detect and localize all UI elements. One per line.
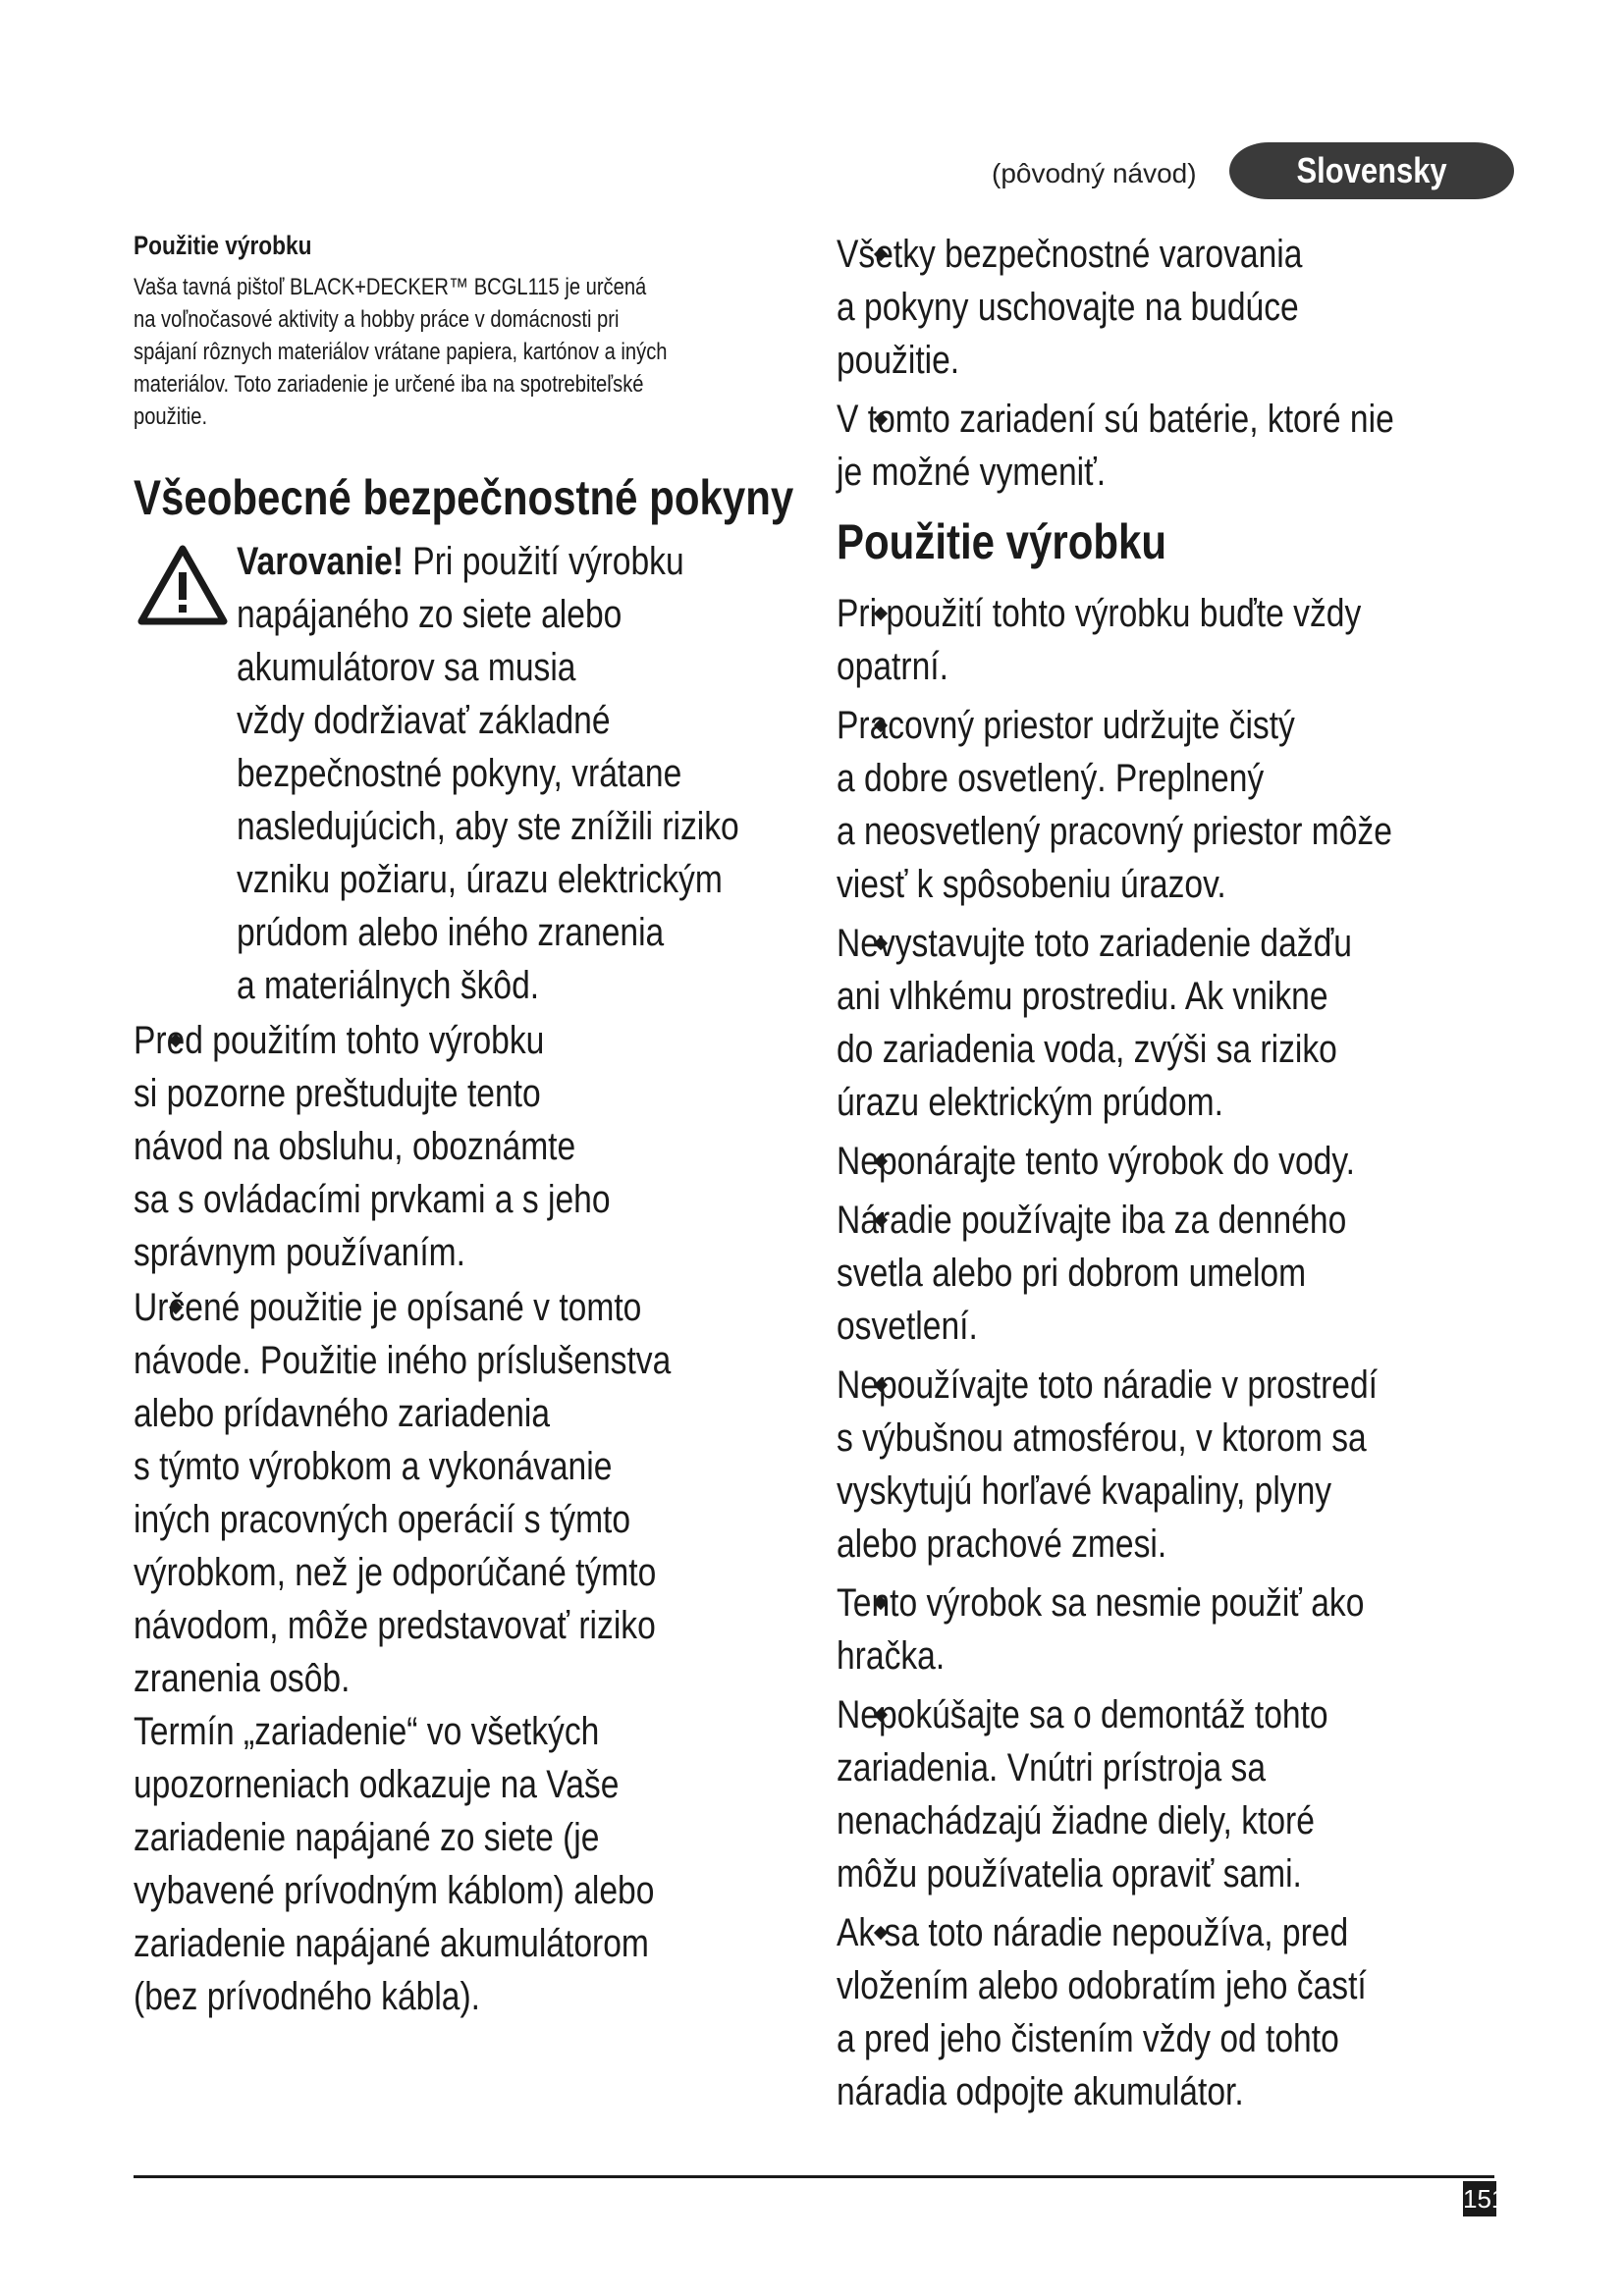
safety-title: Všeobecné bezpečnostné pokyny (134, 470, 794, 525)
intro-line: materiálov. Toto zariadenie je určené iba na spotrebiteľské (134, 371, 644, 398)
intro-line: spájaní rôznych materiálov vrátane papiera, kartónov a iných (134, 339, 668, 365)
list-item: Neponárajte tento výrobok do vody. (837, 1140, 1355, 1183)
intro-line: na voľnočasové aktivity a hobby práce v domácnosti pri (134, 306, 620, 333)
list-item: V tomto zariadení sú batérie, ktoré nie je možné vymeniť. (837, 398, 1394, 494)
list-item: Pred použitím tohto výrobku si pozorne preštudujte tento návod na obsluhu, oboznámte sa s ovládacími prvkami a s jeho správnym používaním. (134, 1019, 611, 1274)
right-column (837, 228, 1563, 2124)
warning-line: napájaného zo siete alebo (237, 593, 623, 636)
list-item: Náradie používajte iba za denného svetla alebo pri dobrom umelom osvetlení. (837, 1199, 1347, 1348)
list-item: Pri použití tohto výrobku buďte vždy opatrní. (837, 592, 1362, 688)
warning-line: vzniku požiaru, úrazu elektrickým (237, 858, 723, 901)
language-badge: Slovensky (1229, 142, 1514, 199)
warning-line: akumulátorov sa musia (237, 646, 576, 689)
list-item: Všetky bezpečnostné varovania a pokyny uschovajte na budúce použitie. (837, 233, 1303, 382)
usage-section-title: Použitie výrobku (837, 514, 1167, 569)
list-item: Nepoužívajte toto náradie v prostredí s výbušnou atmosférou, v ktorom sa vyskytujú horľavé kvapaliny, plyny alebo prachové zmesi. (837, 1363, 1378, 1566)
left-bullet-list (134, 1014, 821, 1705)
left-column (134, 228, 821, 2023)
intro-paragraph (134, 271, 821, 433)
right-bullet-list (837, 587, 1563, 2118)
footer-divider (134, 2175, 1494, 2178)
warning-text: Pri použití výrobku (403, 540, 684, 583)
intro-line: Vaša tavná pištoľ BLACK+DECKER™ BCGL115 je určená (134, 274, 647, 300)
warning-line: bezpečnostné pokyny, vrátane (237, 752, 682, 795)
intro-line: použitie. (134, 403, 208, 430)
original-manual-note: (pôvodný návod) (992, 158, 1197, 188)
warning-triangle-icon (137, 545, 228, 625)
list-item: Nepokúšajte sa o demontáž tohto zariadenia. Vnútri prístroja sa nenachádzajú žiadne diely, ktoré môžu používatelia opraviť sami. (837, 1693, 1328, 1896)
intro-title: Použitie výrobku (134, 231, 312, 260)
term-paragraph: Termín „zariadenie“ vo všetkých upozorneniach odkazuje na Vaše zariadenie napájané zo siete (je vybavené prívodným káblom) alebo zariadenie napájané akumulátorom (bez prívodného kábla). (134, 1710, 655, 2018)
right-top-bullet-list (837, 228, 1563, 499)
page-header (992, 142, 1512, 201)
list-item: Pracovný priestor udržujte čistý a dobre osvetlený. Preplnený a neosvetlený pracovný priestor môže viesť k spôsobeniu úrazov. (837, 704, 1392, 906)
list-item: Nevystavujte toto zariadenie dažďu ani vlhkému prostrediu. Ak vnikne do zariadenia voda, zvýši sa riziko úrazu elektrickým prúdom. (837, 922, 1352, 1124)
warning-line: nasledujúcich, aby ste znížili riziko (237, 805, 739, 848)
warning-block (134, 535, 821, 1012)
list-item: Ak sa toto náradie nepoužíva, pred vložením alebo odobratím jeho častí a pred jeho čistením vždy od tohto náradia odpojte akumulátor. (837, 1911, 1367, 2113)
list-item: Tento výrobok sa nesmie použiť ako hračka. (837, 1581, 1365, 1678)
warning-line: a materiálnych škôd. (237, 964, 540, 1007)
warning-label: Varovanie! (237, 540, 404, 583)
warning-line: prúdom alebo iného zranenia (237, 911, 665, 954)
warning-line: vždy dodržiavať základné (237, 699, 611, 742)
list-item: Určené použitie je opísané v tomto návode. Použitie iného príslušenstva alebo prídavného zariadenia s týmto výrobkom a vykonávanie iných pracovných operácií s týmto výrobkom, než je odporúčané týmto návodom, môže predstavovať riziko zranenia osôb. (134, 1286, 672, 1700)
page-number: 151 (1463, 2181, 1496, 2216)
